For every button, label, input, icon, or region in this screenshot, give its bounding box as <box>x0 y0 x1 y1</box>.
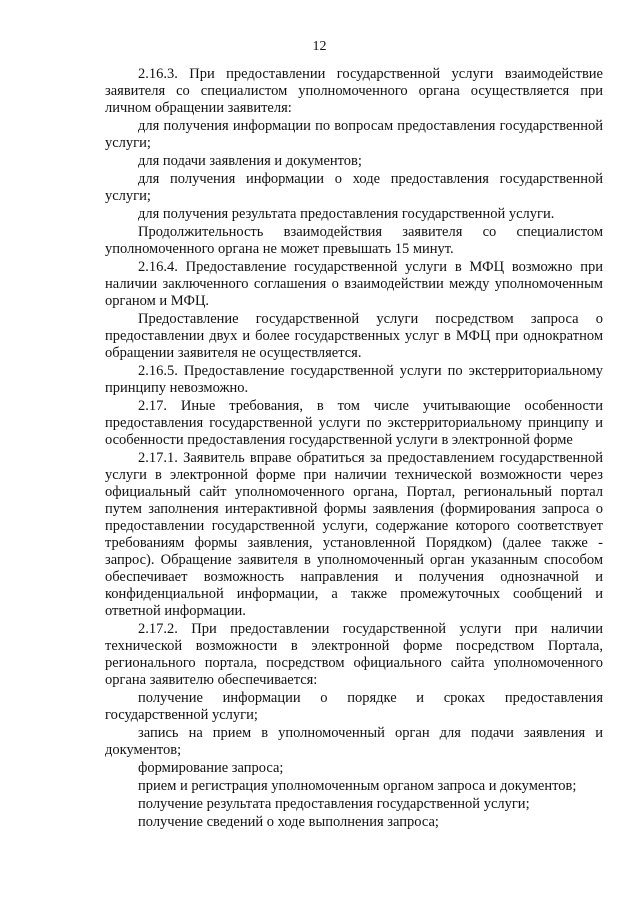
paragraph-2-17: 2.17. Иные требования, в том числе учитывающие особенности предоставления государственной услуги по экстерриториальному принципу и особенности предоставления государственной услуги в электронной форме <box>105 398 603 448</box>
list-item: формирование запроса; <box>138 760 284 776</box>
list-item: получение сведений о ходе выполнения запроса; <box>138 814 439 830</box>
list-item: получение информации о порядке и сроках предоставления государственной услуги; <box>105 690 603 723</box>
paragraph-2-17-2: 2.17.2. При предоставлении государственной услуги при наличии технической возможности в электронной форме посредством Портала, регионального портала, посредством официального сайта уполномоченного органа заявителю обеспечивается: <box>105 621 603 688</box>
list-item: для получения результата предоставления государственной услуги. <box>138 206 555 222</box>
paragraph-2-16-5: 2.16.5. Предоставление государственной услуги по экстерриториальному принципу невозможно. <box>105 363 603 396</box>
list-item: для получения информации по вопросам предоставления государственной услуги; <box>105 118 603 151</box>
paragraph-2-16-4: 2.16.4. Предоставление государственной услуги в МФЦ возможно при наличии заключенного соглашения о взаимодействии между уполномоченным органом и МФЦ. <box>105 259 603 309</box>
paragraph-duration: Продолжительность взаимодействия заявителя со специалистом уполномоченного органа не может превышать 15 минут. <box>105 224 603 257</box>
list-item: получение результата предоставления государственной услуги; <box>138 796 530 812</box>
paragraph-2-16-3: 2.16.3. При предоставлении государственной услуги взаимодействие заявителя со специалистом уполномоченного органа осуществляется при личном обращении заявителя: <box>105 66 603 116</box>
list-item: запись на прием в уполномоченный орган для подачи заявления и документов; <box>105 725 603 758</box>
list-item: прием и регистрация уполномоченным органом запроса и документов; <box>138 778 577 794</box>
document-body <box>105 66 603 832</box>
list-item: для подачи заявления и документов; <box>138 153 362 169</box>
page-number: 12 <box>312 39 327 54</box>
paragraph-2-17-1: 2.17.1. Заявитель вправе обратиться за предоставлением государственной услуги в электронной форме при наличии технической возможности через официальный сайт уполномоченного органа, Портал, региональный портал путем заполнения интерактивной формы заявления (формирования запроса о предоставлении государственной услуги, содержание которого соответствует требованиям формы заявления, установленной Порядком) (далее также - запрос). Обращение заявителя в уполномоченный орган указанным способом обеспечивает возможность направления и получения однозначной и конфиденциальной информации, а также промежуточных сообщений и ответной информации. <box>105 450 603 619</box>
list-item: для получения информации о ходе предоставления государственной услуги; <box>105 171 603 204</box>
paragraph-multi-service: Предоставление государственной услуги посредством запроса о предоставлении двух и более государственных услуг в МФЦ при однократном обращении заявителя не осуществляется. <box>105 311 603 361</box>
